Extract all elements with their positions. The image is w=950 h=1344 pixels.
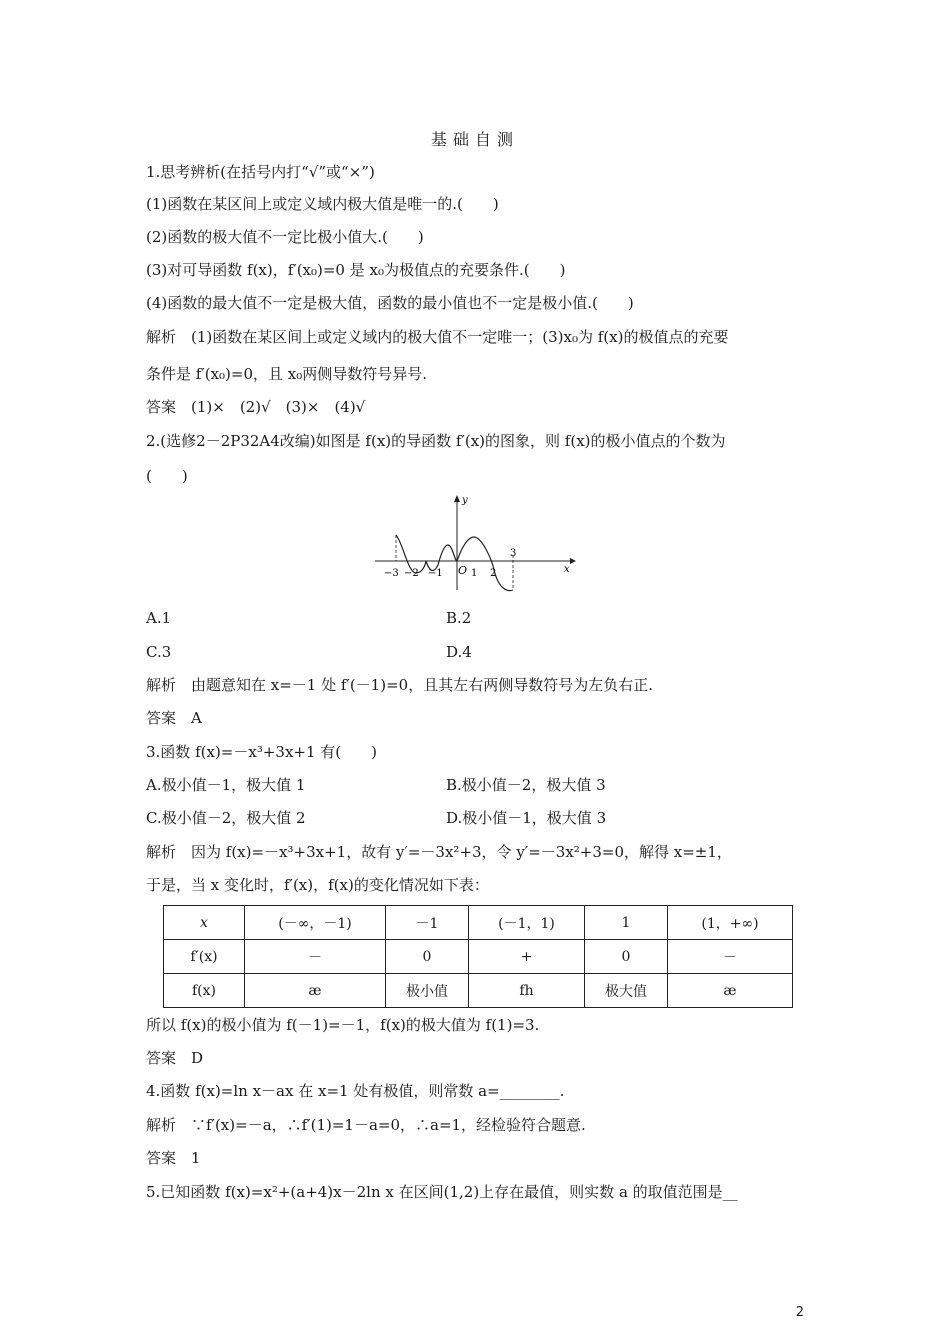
q1-analysis-line2: 条件是 f′(x₀)=0，且 x₀两侧导数符号异号. xyxy=(146,365,428,383)
q3-conclusion: 所以 f(x)的极小值为 f(－1)=－1，f(x)的极大值为 f(1)=3. xyxy=(146,1016,540,1034)
tick-label-3: 3 xyxy=(510,548,517,559)
table-cell: 极大值 xyxy=(585,974,668,1008)
table-cell: 极小值 xyxy=(386,974,469,1008)
q3-analysis-line1: 解析 因为 f(x)=－x³+3x+1，故有 y′=－3x²+3，令 y′=－3x²+3=0，解得 x=±1， xyxy=(146,843,732,861)
page-number: 2 xyxy=(795,1305,804,1320)
q4-analysis: 解析 ∵f′(x)=－a，∴f′(1)=1－a=0，∴a=1，经检验符合题意. xyxy=(146,1116,586,1134)
q3-stem: 3.函数 f(x)=－x³+3x+1 有( ) xyxy=(146,743,377,761)
q4-stem: 4.函数 f(x)=ln x－ax 在 x=1 处有极值，则常数 a=________. xyxy=(146,1082,565,1100)
table-cell: 1 xyxy=(585,906,668,940)
table-cell: (1，+∞) xyxy=(668,906,793,940)
q2-stem-line2: ( ) xyxy=(146,467,188,485)
y-axis-arrow xyxy=(454,495,460,502)
x-axis-label: x xyxy=(564,564,570,575)
table-cell: fh xyxy=(469,974,585,1008)
derivative-curve xyxy=(396,535,513,591)
q3-option-c: C.极小值－2，极大值 2 xyxy=(146,809,306,827)
table-cell: －1 xyxy=(386,906,469,940)
table-cell: f(x) xyxy=(164,974,245,1008)
tick-label-minus1: −1 xyxy=(428,568,443,579)
table-cell: － xyxy=(245,940,386,974)
derivative-graph-figure xyxy=(370,490,580,595)
table-cell: x xyxy=(164,906,245,940)
table-cell: － xyxy=(668,940,793,974)
q2-option-d: D.4 xyxy=(446,643,472,661)
q1-item-2: (2)函数的极大值不一定比极小值大.( ) xyxy=(146,228,424,246)
q3-analysis-line2: 于是，当 x 变化时，f′(x)，f(x)的变化情况如下表： xyxy=(146,876,489,894)
q2-option-c: C.3 xyxy=(146,643,172,661)
table-cell: 0 xyxy=(585,940,668,974)
q1-item-4: (4)函数的最大值不一定是极大值，函数的最小值也不一定是极小值.( ) xyxy=(146,294,634,312)
variation-table xyxy=(163,905,793,1008)
q2-answer: 答案 A xyxy=(146,709,202,727)
table-row xyxy=(164,974,793,1008)
table-cell: (－∞，－1) xyxy=(245,906,386,940)
y-axis-label: y xyxy=(462,495,468,506)
table-cell: 0 xyxy=(386,940,469,974)
q2-option-b: B.2 xyxy=(446,609,472,627)
tick-label-minus2: −2 xyxy=(404,568,419,579)
q3-answer: 答案 D xyxy=(146,1049,204,1067)
tick-label-2: 2 xyxy=(490,568,497,579)
q2-analysis: 解析 由题意知在 x=－1 处 f′(－1)=0，且其左右两侧导数符号为左负右正. xyxy=(146,676,653,694)
table-cell: (－1，1) xyxy=(469,906,585,940)
table-cell: + xyxy=(469,940,585,974)
q2-option-a: A.1 xyxy=(146,609,172,627)
q1-stem: 1.思考辨析(在括号内打“√”或“×”) xyxy=(146,163,375,181)
table-cell: æ xyxy=(668,974,793,1008)
q3-option-d: D.极小值－1，极大值 3 xyxy=(446,809,607,827)
section-title: 基础自测 xyxy=(430,130,519,149)
table-cell: æ xyxy=(245,974,386,1008)
table-cell: f′(x) xyxy=(164,940,245,974)
q5-stem: 5.已知函数 f(x)=x²+(a+4)x－2ln x 在区间(1,2)上存在最值，则实数 a 的取值范围是__ xyxy=(146,1183,738,1201)
q1-analysis-line1: 解析 (1)函数在某区间上或定义域内的极大值不一定唯一；(3)x₀为 f(x)的极值点的充要 xyxy=(146,328,729,346)
origin-label: O xyxy=(458,564,468,577)
x-axis-arrow xyxy=(570,558,576,564)
q1-item-3: (3)对可导函数 f(x)，f′(x₀)=0 是 x₀为极值点的充要条件.( ) xyxy=(146,261,566,279)
table-row xyxy=(164,940,793,974)
q2-stem-line1: 2.(选修2－2P32A4改编)如图是 f(x)的导函数 f′(x)的图象，则 f(x)的极小值点的个数为 xyxy=(146,432,726,450)
q3-option-b: B.极小值－2，极大值 3 xyxy=(446,776,606,794)
q1-item-1: (1)函数在某区间上或定义域内极大值是唯一的.( ) xyxy=(146,195,499,213)
q1-answer: 答案 (1)× (2)√ (3)× (4)√ xyxy=(146,398,366,416)
q3-option-a: A.极小值－1，极大值 1 xyxy=(146,776,306,794)
table-row xyxy=(164,906,793,940)
tick-label-minus3: −3 xyxy=(384,568,399,579)
tick-label-1: 1 xyxy=(471,568,478,579)
q4-answer: 答案 1 xyxy=(146,1149,201,1167)
